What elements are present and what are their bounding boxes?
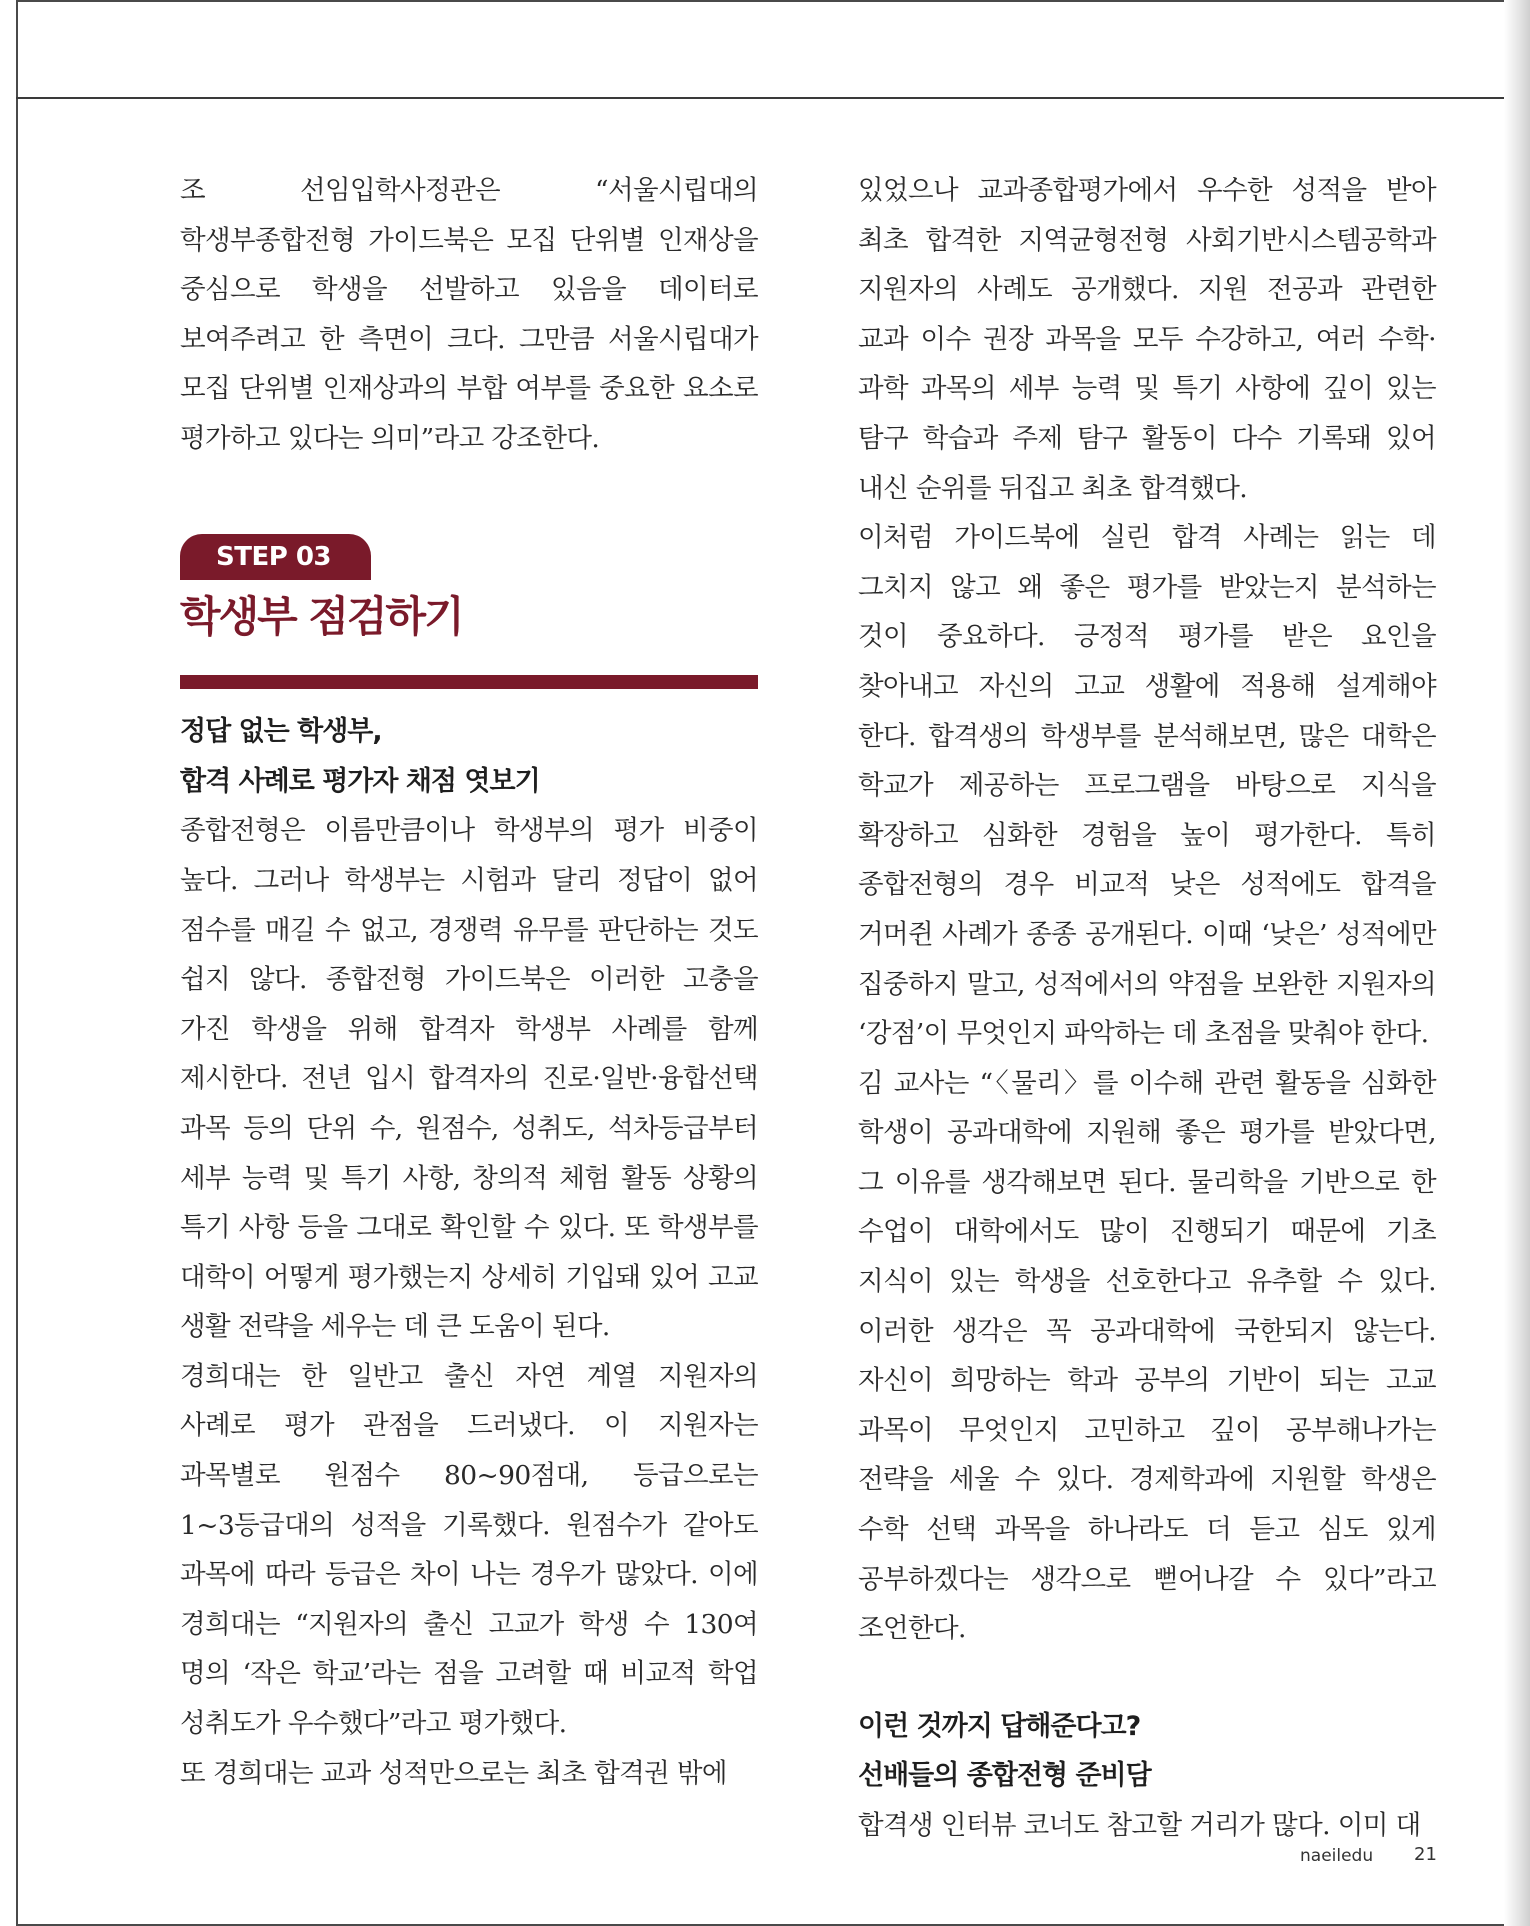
step-section-header — [180, 532, 758, 690]
page-edge-top — [16, 0, 1510, 2]
step-badge: STEP 03 — [180, 534, 371, 580]
right-column — [858, 166, 1436, 1851]
body-paragraph: 김 교사는 “〈물리〉를 이수해 관련 활동을 심화한 학생이 공과대학에 지원해 좋은 평가를 받았다면, 그 이유를 생각해보면 된다. 물리학을 기반으로 한 수업이 대학에서도 많이 진행되기 때문에 기초 지식이 있는 학생을 선호한다고 유추할 수 있다. 이러한 생각은 꼭 공과대학에 국한되지 않는다. 자신이 희망하는 학과 공부의 기반이 되는 고교 과목이 무엇인지 고민하고 깊이 공부해나가는 전략을 세울 수 있다. 경제학과에 지원할 학생은 수학 선택 과목을 하나라도 더 듣고 심도 있게 공부하겠다는 생각으로 뻗어나갈 수 있다”라고 조언한다. — [858, 1067, 1436, 1645]
left-column — [180, 166, 758, 1798]
subheading-line-2: 합격 사례로 평가자 채점 엿보기 — [180, 765, 540, 797]
header-divider — [16, 97, 1510, 99]
section-title: 학생부 점검하기 — [180, 592, 463, 642]
body-paragraph: 이처럼 가이드북에 실린 합격 사례는 읽는 데 그치지 않고 왜 좋은 평가를 받았는지 분석하는 것이 중요하다. 긍정적 평가를 받은 요인을 찾아내고 자신의 고교 생활에 적용해 설계해야 한다. 합격생의 학생부를 분석해보면, 많은 대학은 학교가 제공하는 프로그램을 바탕으로 지식을 확장하고 심화한 경험을 높이 평가한다. 특히 종합전형의 경우 비교적 낮은 성적에도 합격을 거머쥔 사례가 종종 공개된다. 이때 ‘낮은’ 성적에만 집중하지 말고, 성적에서의 약점을 보완한 지원자의 ‘강점’이 무엇인지 파악하는 데 초점을 맞춰야 한다. — [858, 522, 1436, 1050]
body-paragraph: 종합전형은 이름만큼이나 학생부의 평가 비중이 높다. 그러나 학생부는 시험과 달리 정답이 없어 점수를 매길 수 없고, 경쟁력 유무를 판단하는 것도 쉽지 않다. 종합전형 가이드북은 이러한 고충을 가진 학생을 위해 합격자 학생부 사례를 함께 제시한다. 전년 입시 합격자의 진로·일반·융합선택 과목 등의 단위 수, 원점수, 성취도, 석차등급부터 세부 능력 및 특기 사항, 창의적 체험 활동 상황의 특기 사항 등을 그대로 확인할 수 있다. 또 학생부를 대학이 어떻게 평가했는지 상세히 기입돼 있어 고교 생활 전략을 세우는 데 큰 도움이 된다. — [180, 815, 758, 1343]
subheading-line-1: 이런 것까지 답해준다고? — [858, 1710, 1141, 1742]
subheading-line-2: 선배들의 종합전형 준비담 — [858, 1760, 1151, 1792]
subheading-line-1: 정답 없는 학생부, — [180, 716, 382, 748]
body-paragraph: 또 경희대는 교과 성적만으로는 최초 합격권 밖에 — [180, 1757, 727, 1789]
body-paragraph: 합격생 인터뷰 코너도 참고할 거리가 많다. 이미 대 — [858, 1810, 1421, 1841]
footer-brand: naeiledu — [1300, 1846, 1374, 1866]
section-title-rule — [180, 675, 758, 689]
body-paragraph: 경희대는 한 일반고 출신 자연 계열 지원자의 사례로 평가 관점을 드러냈다. 이 지원자는 과목별로 원점수 80~90점대, 등급으로는 1~3등급대의 성적을 기록했다. 원점수가 같아도 과목에 따라 등급은 차이 나는 경우가 많았다. 이에 경희대는 “지원자의 출신 고교가 학생 수 130여 명의 ‘작은 학교’라는 점을 고려할 때 비교적 학업 성취도가 우수했다”라고 평가했다. — [180, 1360, 758, 1740]
page-number: 21 — [1414, 1844, 1437, 1865]
page-edge-left — [16, 0, 18, 1926]
page-fold-shadow — [1504, 0, 1530, 1926]
body-paragraph: 있었으나 교과종합평가에서 우수한 성적을 받아 최초 합격한 지역균형전형 사회기반시스템공학과 지원자의 사례도 공개했다. 지원 전공과 관련한 교과 이수 권장 과목을 모두 수강하고, 여러 수학·과학 과목의 세부 능력 및 특기 사항에 깊이 있는 탐구 학습과 주제 탐구 활동이 다수 기록돼 있어 내신 순위를 뒤집고 최초 합격했다. — [858, 175, 1436, 504]
intro-paragraph: 조 선임입학사정관은 “서울시립대의 학생부종합전형 가이드북은 모집 단위별 인재상을 중심으로 학생을 선발하고 있음을 데이터로 보여주려고 한 측면이 크다. 그만큼 서울시립대가 모집 단위별 인재상과의 부합 여부를 중요한 요소로 평가하고 있다는 의미”라고 강조한다. — [180, 175, 758, 454]
